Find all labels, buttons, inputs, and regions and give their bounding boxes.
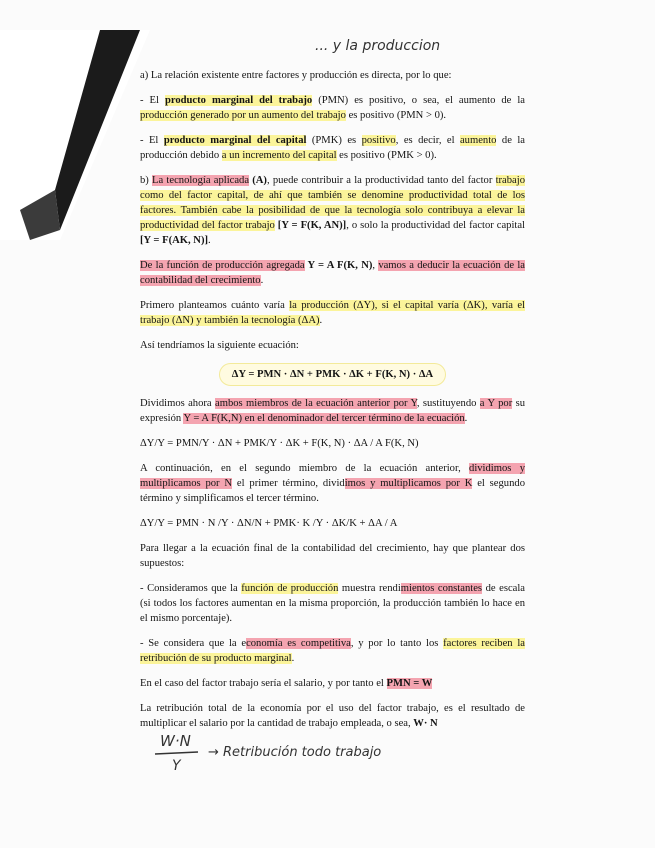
- paragraph-supuestos: Para llegar a la ecuación final de la contabilidad del crecimiento, hay que plantear dos supuestos:: [140, 543, 525, 569]
- page-fold-shadow: [0, 30, 150, 240]
- handwritten-fraction-denominator: Y: [172, 758, 181, 774]
- paragraph-b: b) La tecnología aplicada (A), puede contribuir a la productividad tanto del factor trabajo como del factor capital, de ahí que también se denomine productividad total de los factores. También cabe la posibilidad de que la tecnología solo contribuya a elevar la productividad del factor trabajo [Y = F(K, AN)], o solo la productividad del factor capital [Y = F(AK, N)].: [140, 175, 526, 246]
- paragraph-retribucion: La retribución total de la economía por el uso del factor trabajo, es el resultado de multiplicar el salario por la cantidad de trabajo empleada, o sea, W· N: [140, 703, 525, 729]
- paragraph-planteamos: Primero planteamos cuánto varía la producción (ΔY), si el capital varía (ΔK), varía el trabajo (ΔN) y también la tecnología (ΔA).: [140, 300, 525, 326]
- handwritten-top-note: [310, 30, 520, 60]
- paragraph-dividimos: Dividimos ahora ambos miembros de la ecuación anterior por Y, sustituyendo a Y por su expresión Y = A F(K,N) en el denominador del tercer término de la ecuación.: [140, 398, 526, 424]
- equation-3: ΔY/Y = PMN · N /Y · ΔN/N + PMK· K /Y · ΔK/K + ΔA / A: [140, 518, 398, 529]
- equation-2: ΔY/Y = PMN/Y · ΔN + PMK/Y · ΔK + F(K, N) · ΔA / A F(K, N): [140, 438, 419, 449]
- handwritten-note-text: → Retribución todo trabajo: [208, 745, 382, 760]
- paragraph-rendimientos: - Consideramos que la función de producción muestra rendimientos constantes de escala (si todos los factores aumentan en la misma proporción, la producción también lo hace en el mismo porcentaje).: [140, 583, 525, 624]
- document-body: [140, 68, 525, 741]
- equation-1: [140, 363, 525, 386]
- paragraph-continuacion: A continuación, en el segundo miembro de la ecuación anterior, dividimos y multiplicamos por N el primer término, dividimos y multiplicamos por K el segundo término y simplificamos el tercer término.: [140, 463, 525, 504]
- paragraph-pmk: - El producto marginal del capital (PMK) es positivo, es decir, el aumento de la producción debido a un incremento del capital es positivo (PMK > 0).: [140, 135, 525, 161]
- paragraph-a: a) La relación existente entre factores y producción es directa, por lo que:: [140, 70, 452, 81]
- handwritten-bottom-note: [150, 728, 450, 778]
- equation-1-box: ΔY = PMN · ΔN + PMK · ΔK + F(K, N) · ΔA: [219, 363, 446, 386]
- handwritten-top-text: ... y la produccion: [315, 38, 441, 54]
- paragraph-funcion: De la función de producción agregada Y = A F(K, N), vamos a deducir la ecuación de la contabilidad del crecimiento.: [140, 260, 525, 286]
- paragraph-asi: Así tendríamos la siguiente ecuación:: [140, 340, 299, 351]
- handwritten-fraction-numerator: W·N: [160, 732, 191, 750]
- paragraph-salario: En el caso del factor trabajo sería el salario, y por tanto el PMN = W: [140, 678, 433, 689]
- paragraph-competitiva: - Se considera que la economía es competitiva, y por lo tanto los factores reciben la retribución de su producto marginal.: [140, 638, 525, 664]
- paragraph-pmn: - El producto marginal del trabajo (PMN) es positivo, o sea, el aumento de la producción generado por un aumento del trabajo es positivo (PMN > 0).: [140, 95, 525, 121]
